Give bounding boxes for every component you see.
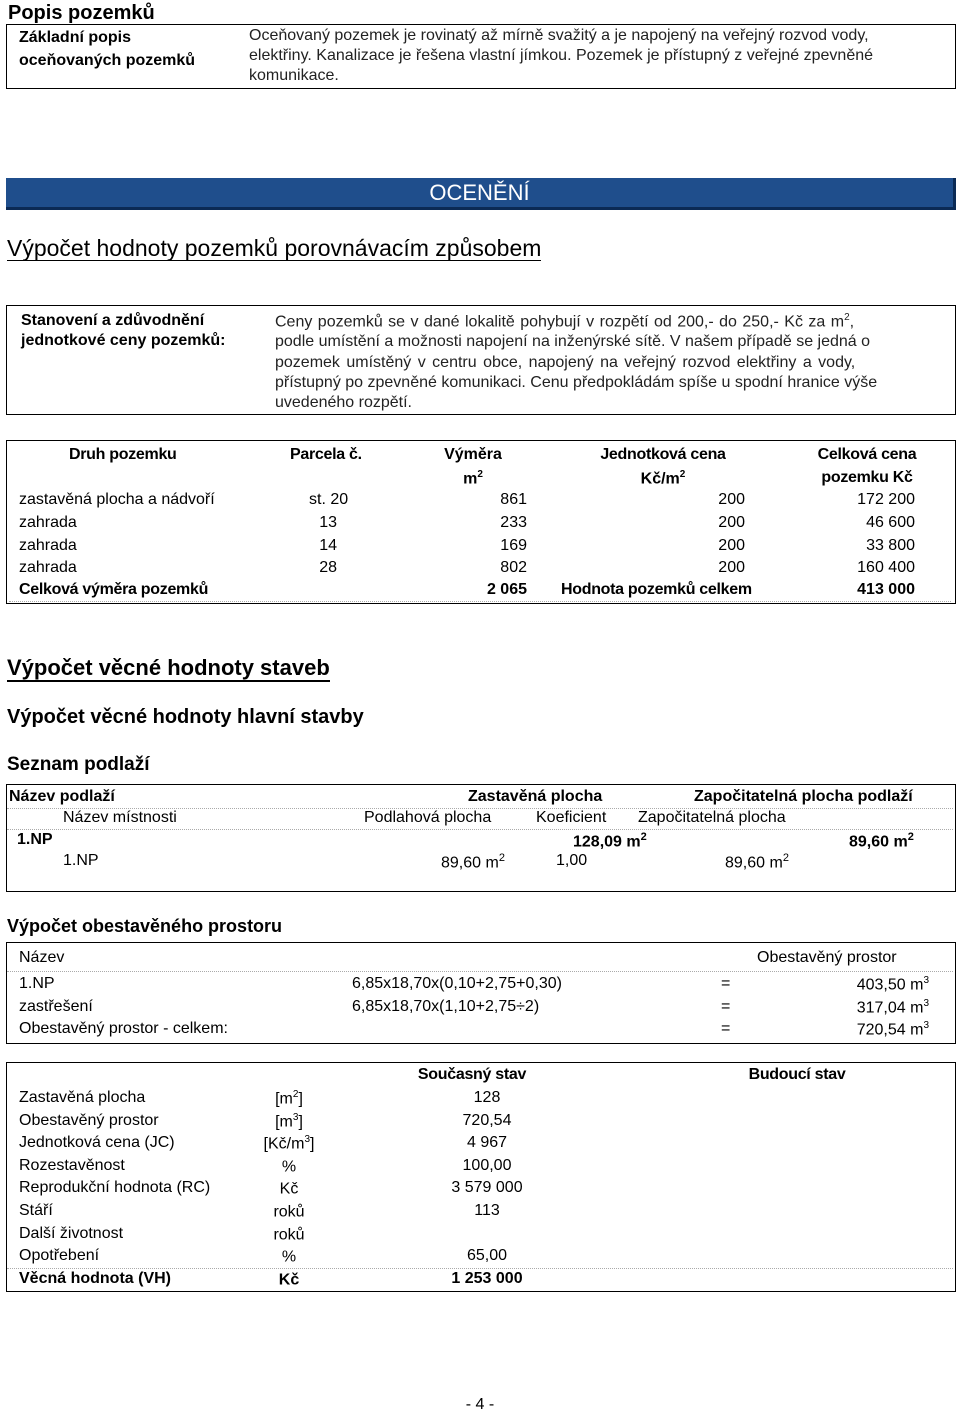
podlazi-sub-header-zapocitatelna: Započitatelná plocha <box>638 809 786 826</box>
obestaveny-header-nazev: Název <box>19 949 65 966</box>
podlazi-header-nazev: Název podlaží <box>9 788 115 805</box>
porovnavaci-heading: Výpočet hodnoty pozemků porovnávacím způsobem <box>7 235 542 261</box>
table-row-3-parcela: 14 <box>319 537 337 554</box>
podlazi-sub-podlahova: 89,60 $m^2$ <box>441 852 505 872</box>
souhrn-row-9-unit: Kč <box>278 1271 300 1289</box>
porovnavaci-box <box>6 305 956 415</box>
table-row-3-cc: 33 800 <box>866 537 915 554</box>
porovnavaci-text-line1: Ceny pozemků se v dané lokalitě pohybují v rozpětí od 200,- do 250,- Kč za $m^2$, <box>275 312 855 331</box>
col-header-jc-unit: $Kč/m^2$ <box>640 469 686 488</box>
souhrn-row-8-name: Opotřebení <box>19 1247 100 1265</box>
souhrn-row-3-value: 4 967 <box>466 1134 508 1152</box>
porovnavaci-text-line5: uvedeného rozpětí. <box>275 394 412 411</box>
page-number: - 4 - <box>465 1396 495 1413</box>
total-label: Celková výměra pozemků <box>19 581 209 598</box>
total-vymera: 2 065 <box>486 581 527 598</box>
podlazi-table <box>6 784 956 892</box>
souhrn-row-1-value: 128 <box>473 1089 501 1106</box>
popis-label-line2: oceňovaných pozemků <box>19 52 196 69</box>
obestaveny-title: Výpočet obestavěného prostoru <box>7 916 283 936</box>
porovnavaci-text-line3: pozemek umístěný v centru obce, napojený na veřejný rozvod elektřiny a vody, <box>275 354 856 371</box>
obestaveny-header-prostor: Obestavěný prostor <box>757 949 897 966</box>
obestaveny-row-1-eq: = <box>721 975 731 992</box>
oceneni-banner: OCENĚNÍ <box>6 178 956 210</box>
table-row-1-parcela: st. 20 <box>309 491 349 508</box>
table-row-1-cc: 172 200 <box>857 491 915 508</box>
table-row-1-druh: zastavěná plocha a nádvoří <box>19 491 215 508</box>
obestaveny-row-2-value: 317,04 $m^3$ <box>856 998 929 1017</box>
souhrn-row-5-unit: Kč <box>279 1180 299 1198</box>
souhrn-row-1-name: Zastavěná plocha <box>19 1089 146 1106</box>
podlazi-header-zapocitatelna: Započitatelná plocha podlaží <box>694 788 913 805</box>
table-row-4-druh: zahrada <box>19 559 77 576</box>
obestaveny-row-2-eq: = <box>721 998 731 1015</box>
table-row-4-jc: 200 <box>718 559 745 576</box>
table-row-2-jc: 200 <box>718 514 745 531</box>
table-row-3-vymera: 169 <box>500 537 527 554</box>
obestaveny-header-line <box>7 971 953 972</box>
souhrn-row-9-name: Věcná hodnota (VH) <box>19 1269 172 1287</box>
porovnavaci-text-line4: přístupný po zpevněné komunikaci. Cenu předpokládám spíše u spodní hranice výše <box>275 374 878 391</box>
obestaveny-row-1-formula: 6,85x18,70x(0,10+2,75+0,30) <box>352 975 562 992</box>
souhrn-row-5-value: 3 579 000 <box>451 1179 523 1197</box>
col-header-vymera-unit: $m^2$ <box>463 469 483 488</box>
table-row-2-vymera: 233 <box>500 514 527 531</box>
table-row-3-jc: 200 <box>718 537 745 554</box>
souhrn-row-2-value: 720,54 <box>462 1111 512 1129</box>
pozemky-table <box>6 440 956 604</box>
porovnavaci-label-line2: jednotkové ceny pozemků: <box>21 332 226 349</box>
table-row-4-parcela: 28 <box>319 559 337 576</box>
podlazi-row-zastavena: 128,09 $m^2$ <box>573 831 647 851</box>
obestaveny-row-3-eq: = <box>721 1020 731 1037</box>
souhrn-row-2-unit: $[m^3]$ <box>275 1111 303 1130</box>
obestaveny-row-3-value: 720,54 $m^3$ <box>856 1020 929 1039</box>
obestaveny-row-3-name: Obestavěný prostor - celkem: <box>19 1020 228 1037</box>
souhrn-row-4-name: Rozestavěnost <box>19 1156 125 1174</box>
souhrn-header-soucasny: Současný stav <box>417 1066 527 1083</box>
porovnavaci-text-line2: podle umístění a možnosti napojení na inženýrské sítě. V našem případě se jedná o <box>275 333 871 350</box>
total-hodnota-label: Hodnota pozemků celkem <box>561 581 752 598</box>
podlazi-sub-header-mistnost: Název místnosti <box>63 809 177 826</box>
souhrn-table <box>6 1062 956 1292</box>
podlazi-header-zastavena: Zastavěná plocha <box>468 788 603 805</box>
popis-label-line1: Základní popis <box>19 29 132 46</box>
souhrn-row-4-value: 100,00 <box>462 1156 512 1174</box>
souhrn-row-8-value: 65,00 <box>466 1247 508 1265</box>
table-row-1-jc: 200 <box>718 491 745 508</box>
souhrn-row-3-unit: $[Kč/m^3]$ <box>263 1134 315 1153</box>
obestaveny-row-1-value: 403,50 $m^3$ <box>856 975 929 994</box>
podlazi-subheader-line <box>7 829 953 830</box>
souhrn-row-5-name: Reprodukční hodnota (RC) <box>19 1179 211 1197</box>
table-row-2-parcela: 13 <box>319 514 337 531</box>
table-row-4-vymera: 802 <box>500 559 527 576</box>
obestaveny-row-1-name: 1.NP <box>19 975 55 992</box>
vecna-heading: Výpočet věcné hodnoty staveb <box>7 655 330 680</box>
podlazi-row-zapocitatelna: 89,60 $m^2$ <box>849 831 914 851</box>
table-row-3-druh: zahrada <box>19 537 77 554</box>
podlazi-row-np: 1.NP <box>17 831 53 848</box>
souhrn-row-7-name: Další životnost <box>19 1224 124 1242</box>
col-header-parcela: Parcela č. <box>290 446 362 463</box>
souhrn-header-budouci: Budoucí stav <box>748 1066 846 1083</box>
souhrn-row-9-value: 1 253 000 <box>451 1269 523 1287</box>
podlazi-sub-koeficient: 1,00 <box>556 852 588 869</box>
obestaveny-table <box>6 942 956 1044</box>
souhrn-row-7-unit: roků <box>273 1225 305 1243</box>
table-row-2-druh: zahrada <box>19 514 77 531</box>
podlazi-sub-header-podlahova: Podlahová plocha <box>364 809 492 826</box>
total-hodnota: 413 000 <box>857 581 915 598</box>
souhrn-row-8-unit: % <box>281 1248 297 1266</box>
porovnavaci-label-line1: Stanovení a zdůvodnění <box>21 312 205 329</box>
seznam-podlazi-title: Seznam podlaží <box>7 754 150 775</box>
popis-text-line3: komunikace. <box>249 67 339 84</box>
obestaveny-row-2-formula: 6,85x18,70x(1,10+2,75÷2) <box>352 998 540 1015</box>
obestaveny-row-2-name: zastřešení <box>19 998 93 1015</box>
podlazi-sub-zapocitatelna: 89,60 $m^2$ <box>725 852 789 872</box>
table-row-4-cc: 160 400 <box>857 559 915 576</box>
total-row-line <box>9 601 951 602</box>
souhrn-row-2-name: Obestavěný prostor <box>19 1111 159 1129</box>
souhrn-row-6-name: Stáří <box>19 1202 53 1219</box>
vecna-subheading: Výpočet věcné hodnoty hlavní stavby <box>7 706 364 728</box>
popis-text-line2: elektřiny. Kanalizace je řešena vlastní jímkou. Pozemek je přístupný z veřejné zpevněné <box>249 47 874 64</box>
table-row-1-vymera: 861 <box>500 491 527 508</box>
col-header-druh: Druh pozemku <box>69 446 177 463</box>
popis-text-line1: Oceňovaný pozemek je rovinatý až mírně svažitý a je napojený na veřejný rozvod vody, <box>249 27 869 44</box>
col-header-jc: Jednotková cena <box>600 446 726 463</box>
col-header-cc: Celková cena <box>817 446 917 463</box>
section-title-popis: Popis pozemků <box>8 2 155 24</box>
souhrn-total-line <box>7 1268 953 1269</box>
souhrn-row-6-value: 113 <box>474 1202 500 1219</box>
souhrn-row-4-unit: % <box>281 1158 297 1176</box>
table-row-2-cc: 46 600 <box>866 514 915 531</box>
souhrn-row-1-unit: $[m^2]$ <box>275 1089 303 1108</box>
souhrn-row-6-unit: roků <box>273 1203 305 1221</box>
popis-box <box>6 24 956 89</box>
col-header-vymera: Výměra <box>444 446 502 463</box>
podlazi-sub-header-koeficient: Koeficient <box>536 809 607 826</box>
souhrn-row-3-name: Jednotková cena (JC) <box>19 1134 175 1152</box>
podlazi-sub-np: 1.NP <box>63 852 99 869</box>
col-header-cc-2: pozemku Kč <box>821 469 913 486</box>
